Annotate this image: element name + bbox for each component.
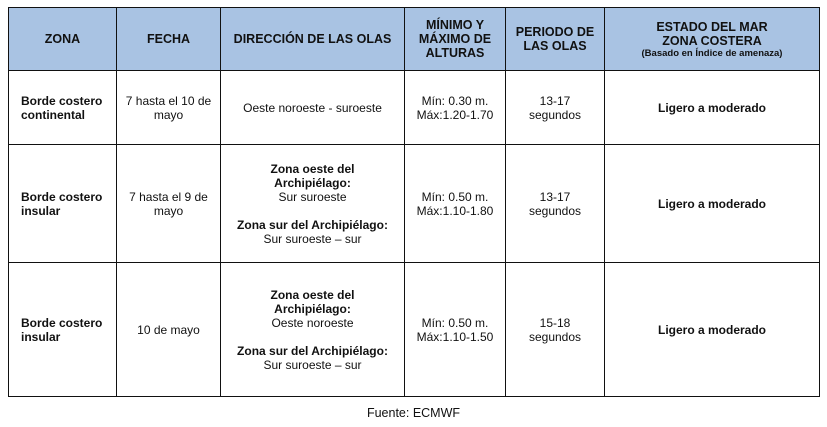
cell-periodo (506, 145, 605, 263)
header-alturas-line2: MÁXIMO DE (418, 32, 492, 46)
direccion-oeste-label-line1: Zona oeste del (270, 161, 355, 176)
header-estado-line2: ZONA COSTERA (662, 33, 762, 48)
direccion-oeste-label-line2: Archipiélago: (274, 301, 351, 316)
cell-periodo (506, 71, 605, 145)
cell-estado: Ligero a moderado (605, 71, 820, 145)
periodo-unit: segundos (528, 203, 582, 218)
cell-fecha (117, 71, 221, 145)
minimo-value: Mín: 0.50 m. (421, 315, 489, 330)
header-direccion: DIRECCIÓN DE LAS OLAS (221, 8, 405, 71)
cell-fecha: 10 de mayo (117, 263, 221, 397)
cell-fecha (117, 145, 221, 263)
header-alturas-line3: ALTURAS (425, 46, 485, 60)
zona-line2: insular (21, 203, 61, 218)
direccion-sur-value: Sur suroeste – sur (263, 357, 362, 372)
direccion-oeste-label-line1: Zona oeste del (270, 287, 355, 302)
direccion-oeste-label-line2: Archipiélago: (274, 175, 351, 190)
cell-alturas (405, 263, 506, 397)
cell-direccion (221, 145, 405, 263)
cell-direccion: Oeste noroeste - suroeste (221, 71, 405, 145)
periodo-unit: segundos (528, 329, 582, 344)
zona-line1: Borde costero (21, 315, 103, 330)
wave-forecast-table (8, 7, 820, 397)
minimo-value: Mín: 0.30 m. (421, 93, 489, 108)
table-row (9, 263, 820, 397)
header-alturas-line1: MÍNIMO Y (425, 18, 485, 32)
header-estado (605, 8, 820, 71)
fecha-line2: mayo (153, 203, 184, 218)
minimo-value: Mín: 0.50 m. (421, 189, 489, 204)
table-row (9, 145, 820, 263)
cell-alturas (405, 71, 506, 145)
header-estado-line1: ESTADO DEL MAR (656, 19, 768, 34)
header-periodo-line1: PERIODO DE (515, 25, 595, 39)
cell-zona (9, 263, 117, 397)
direccion-sur-value: Sur suroeste – sur (263, 231, 362, 246)
fecha-line2: mayo (153, 107, 184, 122)
periodo-value: 15-18 (539, 315, 571, 330)
periodo-unit: segundos (528, 107, 582, 122)
table-header-row (9, 8, 820, 71)
fecha-line1: 7 hasta el 10 de (125, 93, 212, 108)
zona-line2: insular (21, 329, 61, 344)
direccion-sur-label: Zona sur del Archipiélago: (237, 217, 388, 232)
maximo-value: Máx:1.10-1.80 (416, 203, 494, 218)
source-caption: Fuente: ECMWF (366, 406, 461, 420)
cell-zona (9, 145, 117, 263)
direccion-oeste-value: Oeste noroeste (271, 315, 354, 330)
zona-line1: Borde costero (21, 93, 103, 108)
fecha-line1: 7 hasta el 9 de (129, 189, 208, 204)
header-periodo (506, 8, 605, 71)
header-zona: ZONA (9, 8, 117, 71)
header-fecha: FECHA (117, 8, 221, 71)
cell-estado: Ligero a moderado (605, 263, 820, 397)
periodo-value: 13-17 (539, 189, 571, 204)
cell-periodo (506, 263, 605, 397)
direccion-sur-label: Zona sur del Archipiélago: (237, 343, 388, 358)
cell-zona (9, 71, 117, 145)
header-estado-subtitle: (Basado en Índice de amenaza) (641, 47, 783, 59)
header-periodo-line2: LAS OLAS (523, 39, 587, 53)
direccion-oeste-value: Sur suroeste (278, 189, 347, 204)
maximo-value: Máx:1.20-1.70 (416, 107, 494, 122)
maximo-value: Máx:1.10-1.50 (416, 329, 494, 344)
cell-direccion (221, 263, 405, 397)
header-alturas (405, 8, 506, 71)
periodo-value: 13-17 (539, 93, 571, 108)
cell-alturas (405, 145, 506, 263)
cell-estado: Ligero a moderado (605, 145, 820, 263)
zona-line1: Borde costero (21, 189, 103, 204)
zona-line2: continental (21, 107, 86, 122)
table-row (9, 71, 820, 145)
